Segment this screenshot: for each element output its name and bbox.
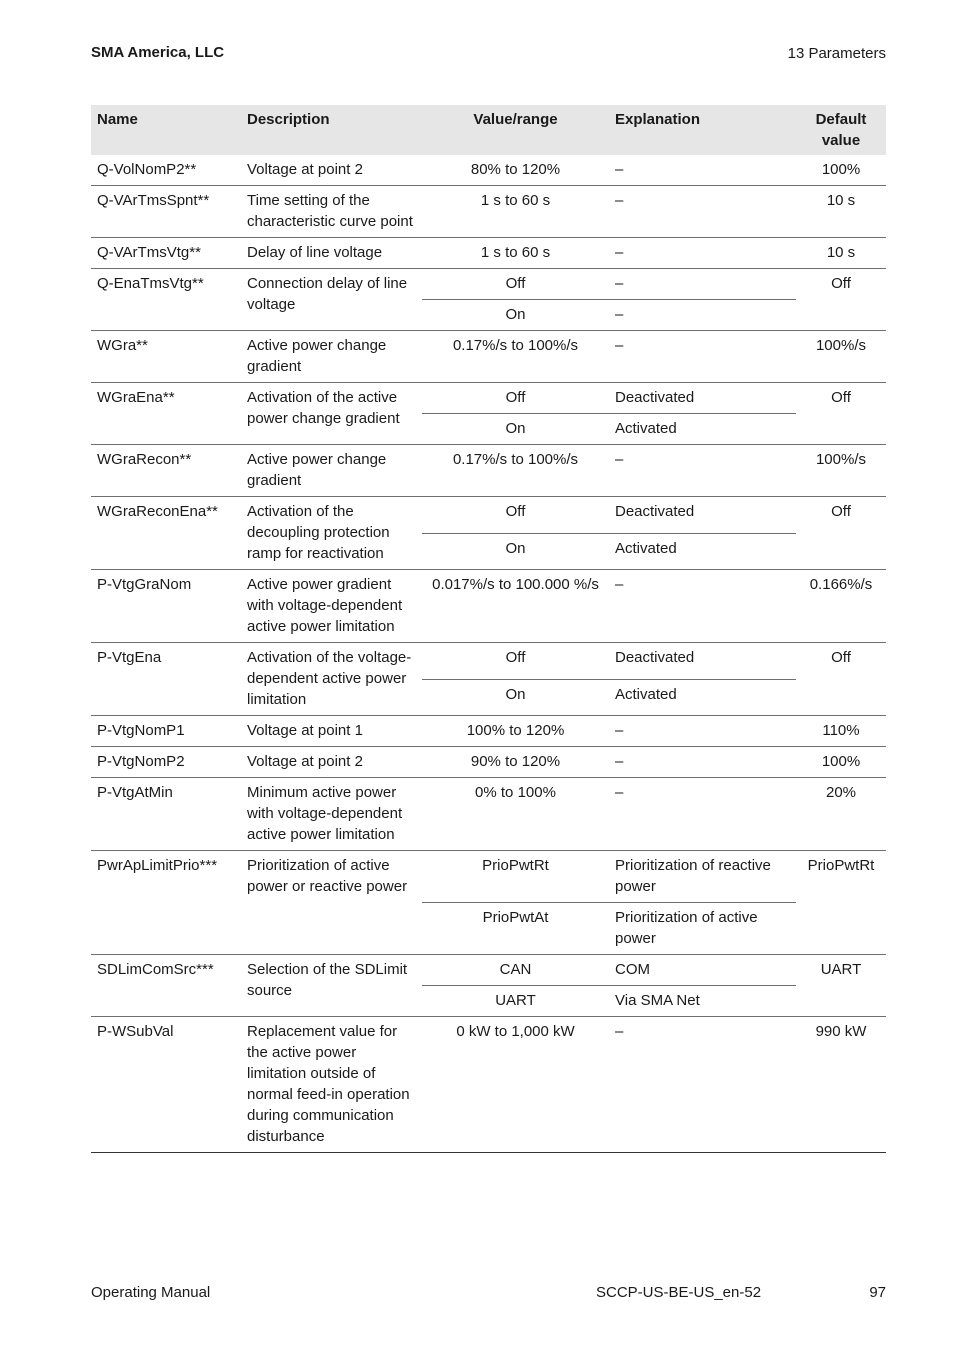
column-header-value-range: Value/range [422, 105, 609, 155]
table-row [91, 445, 886, 497]
param-description: Active power gradient with voltage-dependent active power limitation [241, 570, 422, 643]
table-row [91, 747, 886, 778]
page-number: 97 [869, 1284, 886, 1301]
param-explanation: Prioritization of active power [609, 903, 796, 955]
table-row [91, 570, 886, 643]
param-value-range: On [422, 300, 609, 331]
param-default-value: Off [796, 497, 886, 570]
parameters-table [91, 105, 886, 1153]
table-row [91, 1017, 886, 1153]
param-value-range: Off [422, 383, 609, 414]
table-row [91, 238, 886, 269]
param-description: Voltage at point 2 [241, 155, 422, 186]
table-row [91, 186, 886, 238]
table-row [91, 331, 886, 383]
param-value-range: 0.017%/s to 100.000 %/s [422, 570, 609, 643]
company-name: SMA America, LLC [91, 44, 225, 61]
param-default-value: PrioPwtRt [796, 851, 886, 955]
param-description: Active power change gradient [241, 331, 422, 383]
param-name: Q-EnaTmsVtg** [91, 269, 241, 331]
column-header-default-value: Default value [796, 105, 886, 155]
param-explanation: – [609, 445, 796, 497]
param-description: Activation of the active power change gradient [241, 383, 422, 445]
param-explanation: – [609, 747, 796, 778]
param-description: Activation of the decoupling protection ramp for reactivation [241, 497, 422, 570]
param-explanation: Via SMA Net [609, 986, 796, 1017]
column-header-explanation: Explanation [609, 105, 796, 155]
table-row [91, 155, 886, 186]
section-title: 13 Parameters [787, 45, 886, 62]
param-explanation: – [609, 269, 796, 300]
param-description: Voltage at point 2 [241, 747, 422, 778]
param-explanation: Activated [609, 533, 796, 570]
param-explanation: – [609, 155, 796, 186]
param-description: Time setting of the characteristic curve point [241, 186, 422, 238]
param-name: WGraReconEna** [91, 497, 241, 570]
param-description: Active power change gradient [241, 445, 422, 497]
param-value-range: Off [422, 269, 609, 300]
param-description: Selection of the SDLimit source [241, 955, 422, 1017]
table-body [91, 155, 886, 1153]
param-value-range: CAN [422, 955, 609, 986]
param-value-range: 0% to 100% [422, 778, 609, 851]
param-value-range: PrioPwtAt [422, 903, 609, 955]
param-value-range: 80% to 120% [422, 155, 609, 186]
param-name: P-VtgNomP1 [91, 716, 241, 747]
table-row [91, 955, 886, 986]
param-explanation: – [609, 331, 796, 383]
param-name: P-VtgAtMin [91, 778, 241, 851]
param-value-range: Off [422, 643, 609, 680]
param-default-value: 0.166%/s [796, 570, 886, 643]
param-default-value: Off [796, 383, 886, 445]
param-name: WGra** [91, 331, 241, 383]
param-explanation: – [609, 570, 796, 643]
param-name: PwrApLimitPrio*** [91, 851, 241, 955]
param-default-value: 100%/s [796, 331, 886, 383]
column-header-description: Description [241, 105, 422, 155]
param-value-range: On [422, 533, 609, 570]
param-value-range: On [422, 679, 609, 716]
param-default-value: 10 s [796, 238, 886, 269]
table-row [91, 778, 886, 851]
param-default-value: 100% [796, 155, 886, 186]
param-explanation: COM [609, 955, 796, 986]
param-default-value: 990 kW [796, 1017, 886, 1153]
param-default-value: 10 s [796, 186, 886, 238]
param-explanation: Activated [609, 414, 796, 445]
table-row [91, 716, 886, 747]
table-row [91, 851, 886, 903]
param-default-value: UART [796, 955, 886, 1017]
param-name: Q-VArTmsSpnt** [91, 186, 241, 238]
param-explanation: – [609, 778, 796, 851]
table-row [91, 643, 886, 680]
footer-doc-code: SCCP-US-BE-US_en-52 [596, 1284, 762, 1301]
param-value-range: 0.17%/s to 100%/s [422, 331, 609, 383]
param-value-range: 100% to 120% [422, 716, 609, 747]
param-explanation: Deactivated [609, 497, 796, 534]
param-default-value: 20% [796, 778, 886, 851]
param-description: Delay of line voltage [241, 238, 422, 269]
param-value-range: 1 s to 60 s [422, 186, 609, 238]
param-name: P-WSubVal [91, 1017, 241, 1153]
param-value-range: PrioPwtRt [422, 851, 609, 903]
param-name: Q-VolNomP2** [91, 155, 241, 186]
param-default-value: Off [796, 269, 886, 331]
param-name: SDLimComSrc*** [91, 955, 241, 1017]
param-description: Replacement value for the active power limitation outside of normal feed-in operation during communication disturbance [241, 1017, 422, 1153]
table-row [91, 269, 886, 300]
param-value-range: 90% to 120% [422, 747, 609, 778]
param-name: P-VtgEna [91, 643, 241, 716]
param-name: WGraEna** [91, 383, 241, 445]
param-explanation: Activated [609, 679, 796, 716]
column-header-name: Name [91, 105, 241, 155]
footer-doc-type: Operating Manual [91, 1284, 211, 1301]
param-value-range: 1 s to 60 s [422, 238, 609, 269]
param-description: Connection delay of line voltage [241, 269, 422, 331]
param-name: Q-VArTmsVtg** [91, 238, 241, 269]
param-description: Activation of the voltage-dependent active power limitation [241, 643, 422, 716]
param-default-value: Off [796, 643, 886, 716]
table-header-row [91, 105, 886, 155]
param-explanation: Prioritization of reactive power [609, 851, 796, 903]
param-default-value: 100% [796, 747, 886, 778]
param-explanation: – [609, 716, 796, 747]
param-name: P-VtgNomP2 [91, 747, 241, 778]
param-value-range: Off [422, 497, 609, 534]
table-row [91, 497, 886, 534]
param-explanation: – [609, 186, 796, 238]
param-value-range: On [422, 414, 609, 445]
param-explanation: – [609, 1017, 796, 1153]
table-row [91, 383, 886, 414]
param-value-range: 0.17%/s to 100%/s [422, 445, 609, 497]
param-explanation: – [609, 238, 796, 269]
param-name: WGraRecon** [91, 445, 241, 497]
param-value-range: 0 kW to 1,000 kW [422, 1017, 609, 1153]
param-value-range: UART [422, 986, 609, 1017]
param-explanation: Deactivated [609, 643, 796, 680]
param-description: Prioritization of active power or reactive power [241, 851, 422, 955]
param-explanation: Deactivated [609, 383, 796, 414]
param-description: Minimum active power with voltage-dependent active power limitation [241, 778, 422, 851]
param-description: Voltage at point 1 [241, 716, 422, 747]
param-default-value: 100%/s [796, 445, 886, 497]
param-explanation: – [609, 300, 796, 331]
param-name: P-VtgGraNom [91, 570, 241, 643]
param-default-value: 110% [796, 716, 886, 747]
